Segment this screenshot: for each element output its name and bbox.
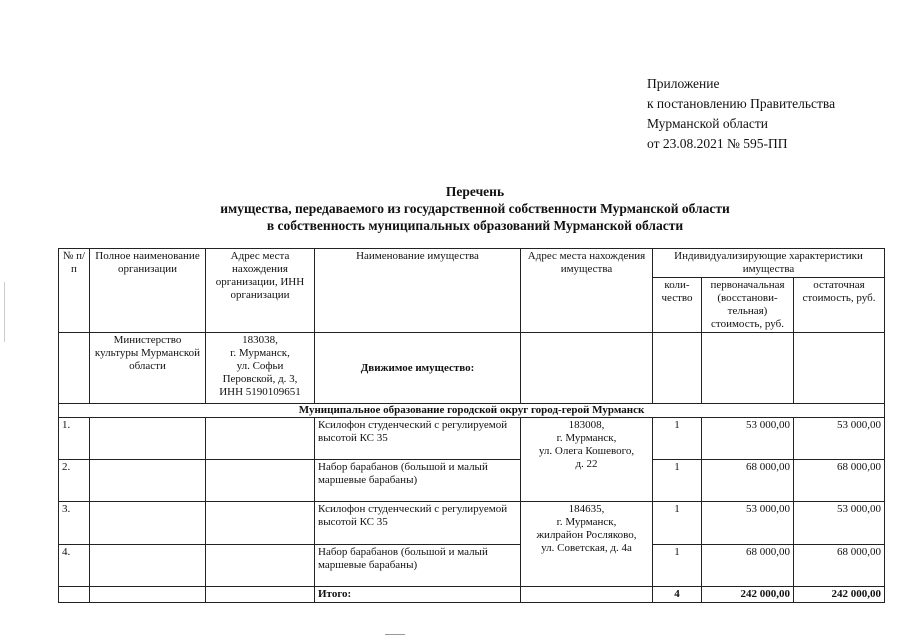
total-initial-cost: 242 000,00 xyxy=(702,587,794,603)
row-num: 4. xyxy=(59,545,90,587)
table-row xyxy=(59,545,885,587)
item-address-line: г. Мурманск, xyxy=(556,432,617,444)
appendix-block xyxy=(647,74,835,154)
row-item-name: Ксилофон студенческий с регулируемой высотой КС 35 xyxy=(315,418,521,460)
item-address-line: г. Мурманск, xyxy=(556,516,617,528)
item-address-line: д. 22 xyxy=(575,458,598,470)
row-item-name: Ксилофон студенческий с регулируемой высотой КС 35 xyxy=(315,502,521,545)
header-initial-cost: первоначальная (восстанови-тельная) стоимость, руб. xyxy=(702,278,794,333)
row-qty: 1 xyxy=(653,460,702,502)
scan-edge-mark xyxy=(4,282,5,342)
row-initial-cost: 68 000,00 xyxy=(702,545,794,587)
appendix-date-line: от 23.08.2021 № 595-ПП xyxy=(647,136,788,151)
org-row xyxy=(59,333,885,404)
org-address-line: Перовской, д. 3, xyxy=(222,373,298,385)
row-qty: 1 xyxy=(653,502,702,545)
row-residual-cost: 53 000,00 xyxy=(794,502,885,545)
document-title xyxy=(60,183,890,234)
row-initial-cost: 68 000,00 xyxy=(702,460,794,502)
row-num: 3. xyxy=(59,502,90,545)
row-residual-cost: 68 000,00 xyxy=(794,460,885,502)
header-item-address: Адрес места нахождения имущества xyxy=(521,249,653,333)
header-org-address: Адрес места нахождения организации, ИНН организации xyxy=(206,249,315,333)
row-num: 2. xyxy=(59,460,90,502)
section-label: Движимое имущество: xyxy=(315,333,521,404)
header-row-top xyxy=(59,249,885,278)
org-name-cell: Министерство культуры Мурманской области xyxy=(90,333,206,404)
org-address-cell xyxy=(206,333,315,404)
item-address-line: 184635, xyxy=(568,503,605,515)
total-label: Итого: xyxy=(315,587,521,603)
row-item-name: Набор барабанов (большой и малый маршевые барабаны) xyxy=(315,460,521,502)
scan-mark xyxy=(385,634,405,635)
header-residual-cost: остаточная стоимость, руб. xyxy=(794,278,885,333)
row-initial-cost: 53 000,00 xyxy=(702,418,794,460)
title-line: в собственность муниципальных образований Мурманской области xyxy=(266,218,684,233)
item-address-line: жилрайон Росляково, xyxy=(536,529,637,541)
table-row xyxy=(59,502,885,545)
row-qty: 1 xyxy=(653,545,702,587)
table-row xyxy=(59,418,885,460)
header-org-name: Полное наименование организации xyxy=(90,249,206,333)
org-address-line: 183038, xyxy=(242,334,278,346)
row-residual-cost: 68 000,00 xyxy=(794,545,885,587)
item-address-line: ул. Советская, д. 4а xyxy=(541,542,632,554)
title-line: Перечень xyxy=(445,184,505,199)
property-table xyxy=(58,248,885,603)
header-characteristics: Индивидуализирующие характеристики имущества xyxy=(653,249,885,278)
appendix-line: Приложение xyxy=(647,76,720,91)
municipality-label: Муниципальное образование городской округ город-герой Мурманск xyxy=(59,404,885,418)
appendix-line: Мурманской области xyxy=(647,116,768,131)
item-address-line: ул. Олега Кошевого, xyxy=(538,445,635,457)
total-qty: 4 xyxy=(653,587,702,603)
header-qty: коли-чество xyxy=(653,278,702,333)
total-row xyxy=(59,587,885,603)
table-row xyxy=(59,460,885,502)
header-num: № п/п xyxy=(59,249,90,333)
org-inn-line: ИНН 5190109651 xyxy=(219,386,301,398)
header-item-name: Наименование имущества xyxy=(315,249,521,333)
item-address-line: 183008, xyxy=(568,419,605,431)
org-address-line: г. Мурманск, xyxy=(230,347,290,359)
row-num: 1. xyxy=(59,418,90,460)
item-address-cell xyxy=(521,418,653,502)
row-residual-cost: 53 000,00 xyxy=(794,418,885,460)
appendix-line: к постановлению Правительства xyxy=(647,96,836,111)
municipality-row xyxy=(59,404,885,418)
total-residual-cost: 242 000,00 xyxy=(794,587,885,603)
org-address-line: ул. Софьи xyxy=(236,360,284,372)
title-line: имущества, передаваемого из государственной собственности Мурманской области xyxy=(220,201,730,216)
row-qty: 1 xyxy=(653,418,702,460)
row-item-name: Набор барабанов (большой и малый маршевые барабаны) xyxy=(315,545,521,587)
row-initial-cost: 53 000,00 xyxy=(702,502,794,545)
item-address-cell xyxy=(521,502,653,587)
